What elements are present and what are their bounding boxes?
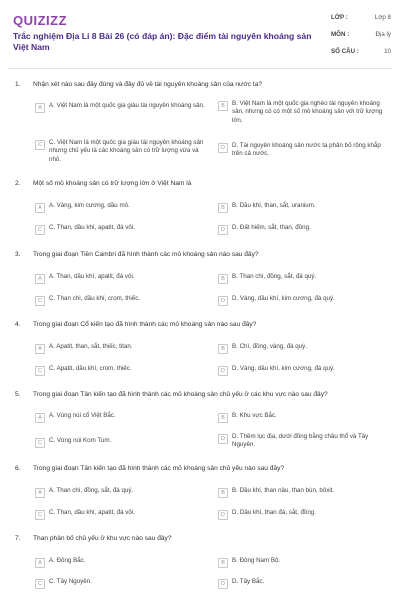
option-letter-box[interactable]: D <box>218 225 228 235</box>
option-text: D. Tài nguyên khoáng sản nước ta phân bố rộng khắp trên cả nước. <box>232 142 381 158</box>
option-text: A. Việt Nam là một quốc gia giàu tài nguyên khoáng sản. <box>49 102 205 109</box>
meta-value: Lớp 8 <box>374 14 391 21</box>
option-text: B. Chì, đồng, vàng, đá quý. <box>232 343 307 350</box>
option-text: D. Vàng, dầu khí, kim cương, đá quý. <box>232 295 335 302</box>
option-letter-box[interactable]: B <box>218 488 228 498</box>
option-letter-box[interactable]: A <box>35 344 45 354</box>
quizizz-logo: QUIZIZZ <box>13 13 68 28</box>
option-letter-box[interactable]: D <box>218 366 228 376</box>
option-d[interactable] <box>218 142 390 159</box>
question-stem: 3. Trong giai đoạn Tiền Cambri đã hình thành các mỏ khoáng sản nào sau đây? <box>15 251 259 258</box>
option-letter-box[interactable]: C <box>35 225 45 235</box>
option-letter-box[interactable]: B <box>218 558 228 568</box>
meta-value: 10 <box>384 48 391 55</box>
option-text: A. Than chì, đồng, sắt, đá quý. <box>49 487 134 494</box>
meta-value: Địa lý <box>375 31 391 38</box>
meta-key: LỚP : <box>331 14 348 21</box>
option-c[interactable] <box>35 437 207 448</box>
option-letter-box[interactable]: B <box>218 101 228 111</box>
option-d[interactable] <box>218 224 390 235</box>
option-c[interactable] <box>35 578 207 589</box>
option-text: B. Việt Nam là một quốc gia nghèo tài nguyên khoáng sản, nhưng có có một số mỏ khoáng sản với trữ lượng lớn. <box>232 100 383 124</box>
header-divider <box>8 68 392 69</box>
option-c[interactable] <box>35 224 207 235</box>
option-b[interactable] <box>218 273 390 284</box>
option-c[interactable] <box>35 139 207 164</box>
option-a[interactable] <box>35 412 207 423</box>
option-d[interactable] <box>218 295 390 306</box>
option-a[interactable] <box>35 487 207 498</box>
option-c[interactable] <box>35 365 207 376</box>
option-d[interactable] <box>218 509 390 520</box>
option-text: D. Dầu khí, than đá, sắt, đồng. <box>232 509 316 516</box>
option-text: A. Vàng, kim cương, dầu mỏ. <box>49 202 130 209</box>
option-letter-box[interactable]: C <box>35 366 45 376</box>
option-text: A. Đông Bắc. <box>49 557 86 564</box>
option-a[interactable] <box>35 202 207 213</box>
option-d[interactable] <box>218 433 390 450</box>
option-letter-box[interactable]: C <box>35 296 45 306</box>
option-b[interactable] <box>218 487 390 498</box>
option-b[interactable] <box>218 343 390 354</box>
option-text: A. Than, dầu khí, apatit, đá vôi. <box>49 273 135 280</box>
option-text: B. Đông Nam Bộ. <box>232 557 281 564</box>
option-text: B. Dầu khí, than, sắt, uranium. <box>232 202 316 209</box>
option-letter-box[interactable]: C <box>35 510 45 520</box>
option-letter-box[interactable]: D <box>218 434 228 444</box>
option-letter-box[interactable]: A <box>35 103 45 113</box>
option-letter-box[interactable]: C <box>35 140 45 150</box>
option-c[interactable] <box>35 509 207 520</box>
option-text: D. Tây Bắc. <box>232 578 265 585</box>
question-stem: 6. Trong giai đoạn Tân kiến tạo đã hình thành các mỏ khoáng sản chủ yếu nào sau đây? <box>15 465 285 472</box>
option-b[interactable] <box>218 412 390 423</box>
option-text: C. Apatit, dầu khí, crom, thiếc. <box>49 365 132 372</box>
option-letter-box[interactable]: B <box>218 413 228 423</box>
option-text: B. Dầu khí, than nâu, than bùn, bôxit. <box>232 487 335 494</box>
option-text: C. Tây Nguyên. <box>49 578 92 585</box>
option-b[interactable] <box>218 100 390 125</box>
option-letter-box[interactable]: C <box>35 438 45 448</box>
option-text: C. Than, dầu khí, apatit, đá vôi. <box>49 224 135 231</box>
option-letter-box[interactable]: B <box>218 274 228 284</box>
option-text: C. Than, dầu khí, apatit, đá vôi. <box>49 509 135 516</box>
option-letter-box[interactable]: B <box>218 203 228 213</box>
option-text: D. Vàng, dầu khí, kim cương, đá quý. <box>232 365 335 372</box>
option-text: D. Thềm lục địa, dưới đồng bằng châu thổ và Tây Nguyên. <box>232 433 369 449</box>
option-b[interactable] <box>218 557 390 568</box>
question-stem: 1. Nhận xét nào sau đây đúng và đầy đủ về tài nguyên khoáng sản của nước ta? <box>15 81 263 88</box>
option-text: A. Vùng núi cổ Việt Bắc. <box>49 412 116 419</box>
option-text: B. Khu vực Bắc. <box>232 412 277 419</box>
option-text: C. Vùng núi Kom Tum. <box>49 437 112 444</box>
meta-row-count <box>331 48 391 65</box>
option-letter-box[interactable]: A <box>35 558 45 568</box>
worksheet-header <box>0 0 400 70</box>
option-letter-box[interactable]: B <box>218 344 228 354</box>
meta-row-class <box>331 14 391 31</box>
option-a[interactable] <box>35 557 207 568</box>
option-c[interactable] <box>35 295 207 306</box>
option-text: C. Việt Nam là một quốc gia giàu tài nguyên khoáng sản nhưng chủ yếu là các khoáng sản có trữ lượng vừa và nhỏ. <box>49 139 204 163</box>
option-a[interactable] <box>35 102 207 113</box>
option-letter-box[interactable]: D <box>218 510 228 520</box>
meta-key: MÔN : <box>331 31 350 38</box>
worksheet-meta <box>331 14 391 65</box>
question-stem: 2. Một số mỏ khoáng sản có trữ lượng lớn ở Việt Nam là <box>15 180 192 187</box>
option-letter-box[interactable]: A <box>35 203 45 213</box>
option-letter-box[interactable]: D <box>218 143 228 153</box>
option-a[interactable] <box>35 343 207 354</box>
option-letter-box[interactable]: D <box>218 296 228 306</box>
option-letter-box[interactable]: D <box>218 579 228 589</box>
worksheet-title: Trắc nghiệm Địa Lí 8 Bài 26 (có đáp án): Đặc điểm tài nguyên khoáng sản Việt Nam <box>13 31 312 52</box>
meta-row-subject <box>331 31 391 48</box>
option-a[interactable] <box>35 273 207 284</box>
option-d[interactable] <box>218 578 390 589</box>
meta-key: SỐ CÂU : <box>331 48 359 55</box>
option-letter-box[interactable]: C <box>35 579 45 589</box>
option-d[interactable] <box>218 365 390 376</box>
question-stem: 4. Trong giai đoạn Cổ kiến tạo đã hình thành các mỏ khoáng sản nào sau đây? <box>15 321 257 328</box>
option-letter-box[interactable]: A <box>35 413 45 423</box>
option-text: C. Than chì, dầu khí, crom, thiếc. <box>49 295 141 302</box>
question-stem: 5. Trong giai đoạn Tân kiến tạo đã hình thành các mỏ khoáng sản chủ yếu ở các khu vực nào sau đây? <box>15 391 328 398</box>
option-b[interactable] <box>218 202 390 213</box>
option-text: A. Apatit, than, sắt, thiếc, titan. <box>49 343 133 350</box>
question-stem: 7. Than phân bố chủ yếu ở khu vực nào sau đây? <box>15 535 172 542</box>
option-text: D. Đất hiếm, sắt, than, đồng. <box>232 224 311 231</box>
option-text: B. Than chì, đồng, sắt, đá quý. <box>232 273 317 280</box>
option-letter-box[interactable]: A <box>35 488 45 498</box>
option-letter-box[interactable]: A <box>35 274 45 284</box>
